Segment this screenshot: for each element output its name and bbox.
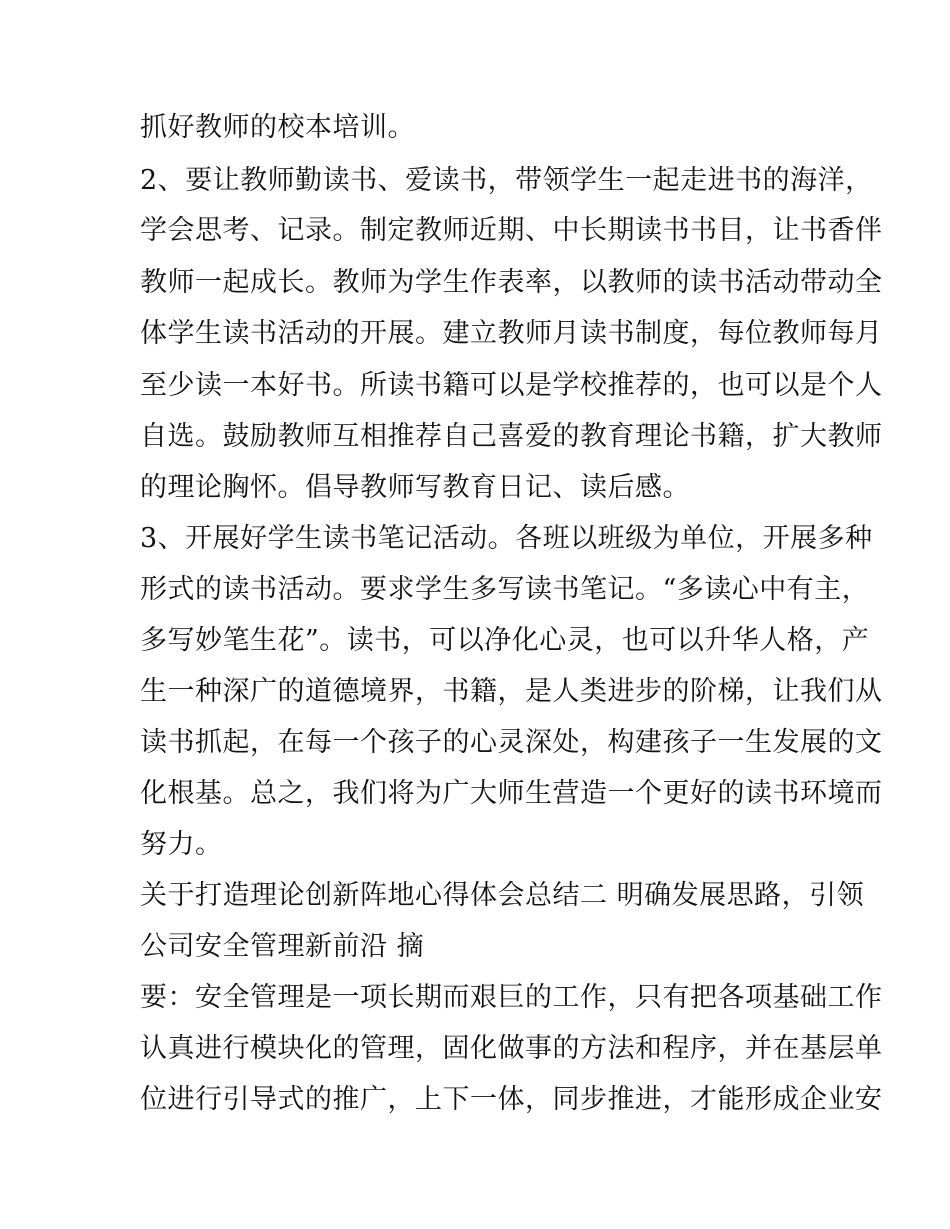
text-line: 位进行引导式的推广，上下一体，同步推进，才能形成企业安 — [140, 1084, 883, 1115]
text-line: 生一种深广的道德境界，书籍，是人类进步的阶梯，让我们从 — [140, 676, 883, 707]
text-line: 至少读一本好书。所读书籍可以是学校推荐的，也可以是个人 — [140, 370, 883, 401]
text-line: 多写妙笔生花”。读书，可以净化心灵，也可以升华人格，产 — [140, 625, 870, 656]
text-line: 形式的读书活动。要求学生多写读书笔记。“多读心中有主， — [140, 574, 870, 605]
text-line: 体学生读书活动的开展。建立教师月读书制度，每位教师每月 — [140, 318, 883, 349]
text-line: 公司安全管理新前沿 摘 — [140, 931, 425, 962]
text-line: 2、要让教师勤读书、爱读书，带领学生一起走进书的海洋， — [140, 165, 873, 196]
text-line: 读书抓起，在每一个孩子的心灵深处，构建孩子一生发展的文 — [140, 727, 883, 758]
text-line: 努力。 — [140, 829, 223, 860]
text-line: 抓好教师的校本培训。 — [140, 112, 415, 143]
text-line: 认真进行模块化的管理，固化做事的方法和程序，并在基层单 — [140, 1033, 883, 1064]
text-line: 自选。鼓励教师互相推荐自己喜爱的教育理论书籍，扩大教师 — [140, 421, 883, 452]
text-line: 要：安全管理是一项长期而艰巨的工作，只有把各项基础工作 — [140, 982, 883, 1013]
text-line: 3、开展好学生读书笔记活动。各班以班级为单位，开展多种 — [140, 523, 873, 554]
text-line: 教师一起成长。教师为学生作表率，以教师的读书活动带动全 — [140, 267, 883, 298]
text-line: 的理论胸怀。倡导教师写教育日记、读后感。 — [140, 472, 690, 503]
text-line: 关于打造理论创新阵地心得体会总结二 明确发展思路，引领 — [140, 880, 865, 911]
text-line: 学会思考、记录。制定教师近期、中长期读书书目，让书香伴 — [140, 215, 883, 246]
text-line: 化根基。总之，我们将为广大师生营造一个更好的读书环境而 — [140, 778, 883, 809]
